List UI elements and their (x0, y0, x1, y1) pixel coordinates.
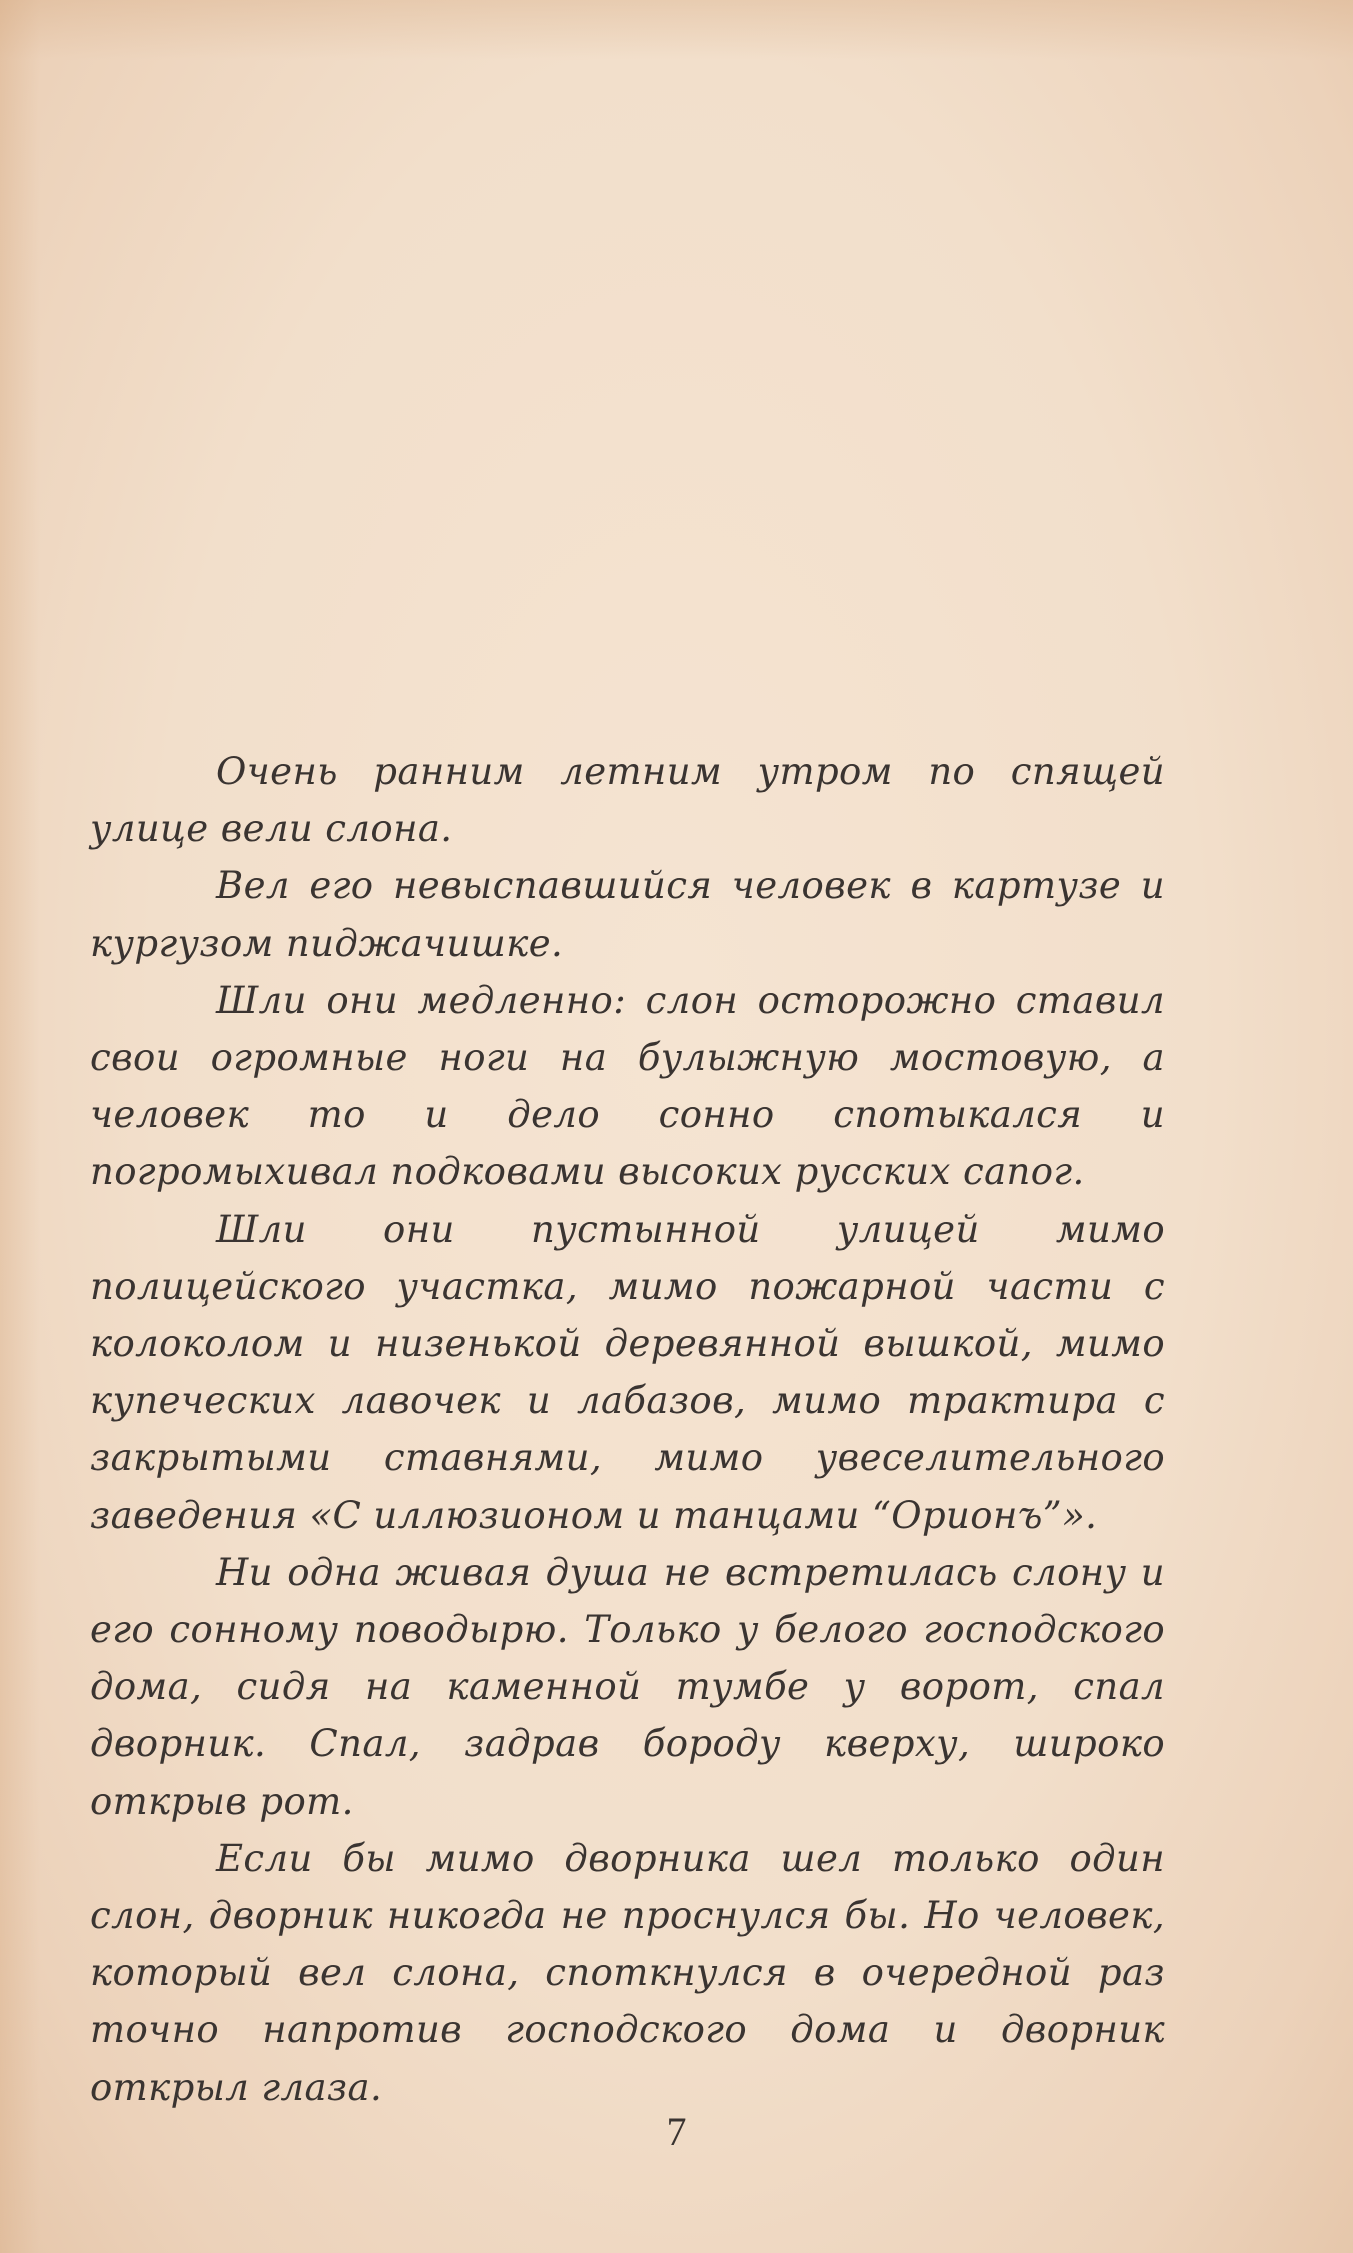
paragraph: Если бы мимо дворника шел только один слон, дворник никогда не проснулся бы. Но человек, который вел слона, споткнулся в очередной раз точно напротив господского дома и дворник открыл глаза. (90, 1836, 1165, 2109)
page-number: 7 (666, 2109, 687, 2154)
paragraph: Шли они медленно: слон осторожно ставил свои огромные ноги на булыжную мостовую, а человек то и дело сонно спотыкался и погромыхивал подковами высоких русских сапог. (90, 978, 1165, 1194)
paragraph: Шли они пустынной улицей мимо полицейского участка, мимо пожарной части с колоколом и низенькой деревянной вышкой, мимо купеческих лавочек и лабазов, мимо трактира с закрытыми ставнями, мимо увеселительного заведения «С иллюзионом и танцами “Орионъ”». (90, 1207, 1165, 1537)
paragraph: Ни одна живая душа не встретилась слону и его сонному поводырю. Только у белого господского дома, сидя на каменной тумбе у ворот, спал дворник. Спал, задрав бороду кверху, широко открыв рот. (90, 1550, 1165, 1823)
paragraph: Вел его невыспавшийся человек в картузе и кургузом пиджачишке. (90, 864, 1165, 965)
paragraph: Очень ранним летним утром по спящей улице вели слона. (90, 750, 1165, 851)
story-text (90, 743, 1165, 2116)
